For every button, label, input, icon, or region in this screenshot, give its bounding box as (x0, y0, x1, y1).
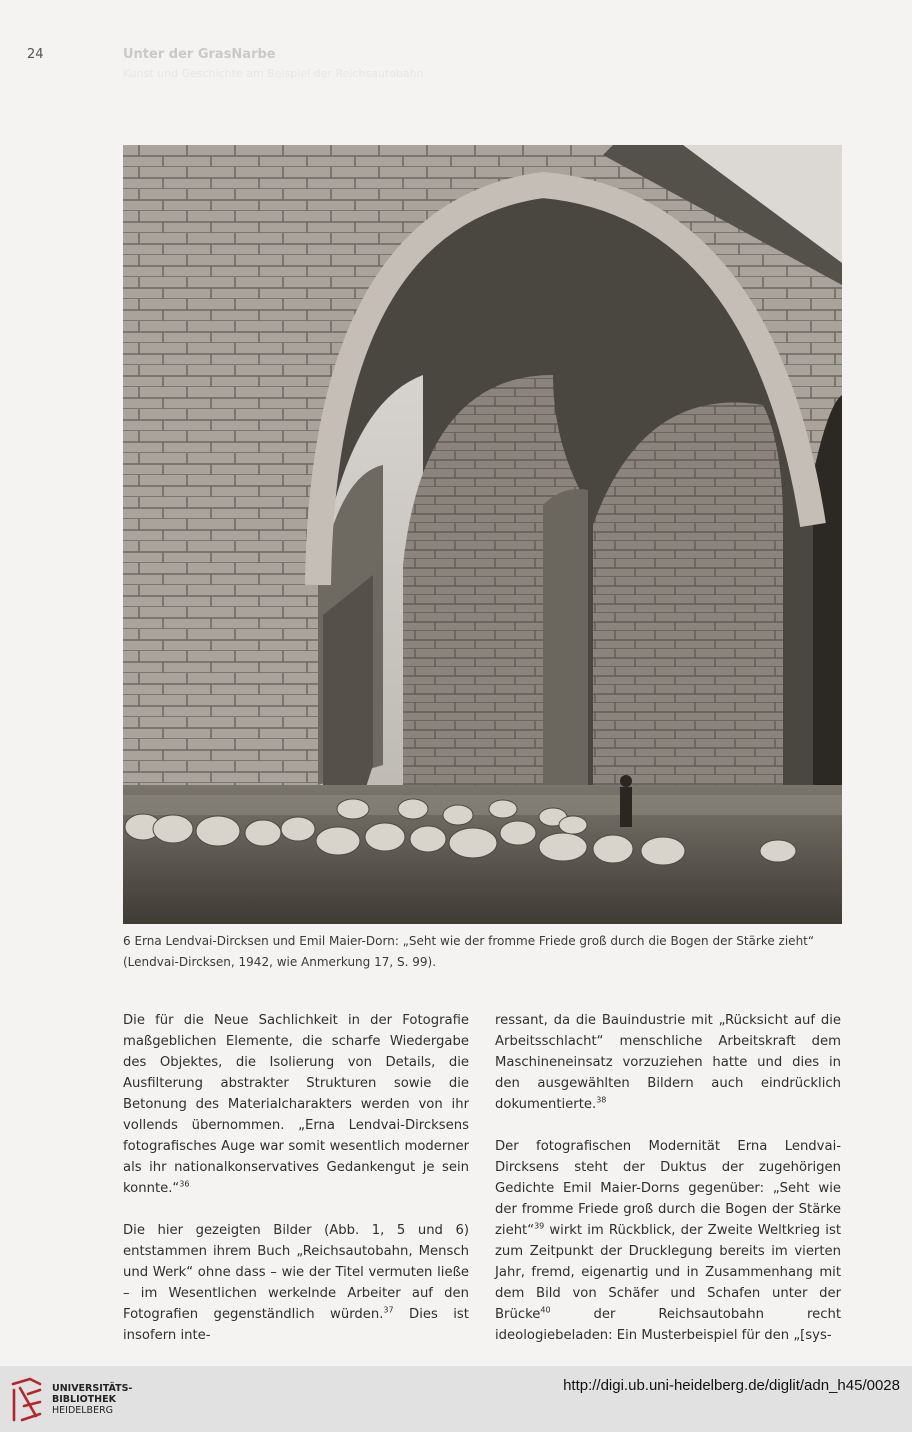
paragraph-text: Der fotografischen Modernität Erna Lendvai-Dircksens steht der Duktus der zugehörigen Gedichte Emil Maier-Dorns gegenüber: „Seht wie der fromme Friede groß durch die Bogen der Stärke zieht“ (495, 1139, 841, 1238)
running-title: Unter der GrasNarbe (123, 47, 276, 62)
footnote-ref: 38 (596, 1095, 607, 1105)
library-name-line: UNIVERSITÄTS- (52, 1383, 133, 1394)
library-name (52, 1383, 132, 1416)
paragraph (123, 1010, 469, 1199)
figure-photo (123, 145, 842, 924)
library-logo-icon (10, 1376, 44, 1422)
permalink-url[interactable]: http://digi.ub.uni-heidelberg.de/diglit/adn_h45/0028 (563, 1377, 900, 1394)
library-name-line: HEIDELBERG (52, 1405, 114, 1416)
running-subtitle: Kunst und Geschichte am Beispiel der Reichsautobahn (123, 67, 424, 80)
text-column-left (123, 1010, 469, 1367)
paragraph (495, 1010, 841, 1115)
page-number: 24 (27, 47, 44, 62)
caption-number: 6 (123, 934, 131, 948)
footnote-ref: 36 (179, 1179, 190, 1189)
paragraph-text: Dies ist insofern inte- (123, 1307, 469, 1343)
paragraph (123, 1220, 469, 1346)
library-footer (0, 1366, 912, 1432)
footnote-ref: 37 (383, 1305, 394, 1315)
paragraph (495, 1136, 841, 1346)
paragraph-text: ressant, da die Bauindustrie mit „Rücksicht auf die Arbeitsschlacht“ menschliche Arbeitskraft dem Maschineneinsatz vorzuziehen hatte und dies in den ausgewählten Bildern auch eindrücklich dokumentierte. (495, 1013, 841, 1112)
footnote-ref: 40 (540, 1305, 551, 1315)
paragraph-text: Die hier gezeigten Bilder (Abb. 1, 5 und 6) entstammen ihrem Buch „Reichsautobahn, Mensch und Werk“ ohne dass – wie der Titel vermuten ließe – im Wesentlichen werkelnde Arbeiter auf den Fotografien gegenständlich würden. (123, 1223, 469, 1322)
figure-caption (123, 931, 842, 973)
paragraph-text: wirkt im Rückblick, der Zweite Weltkrieg ist zum Zeitpunkt der Drucklegung bereits im vierten Jahr, fremd, eigenartig und in Zusammenhang mit dem Bild von Schäfer und Schafen unter der Brücke (495, 1223, 841, 1322)
footnote-ref: 39 (534, 1221, 545, 1231)
paragraph-text: der Reichsautobahn recht ideologiebeladen: Ein Musterbeispiel für den „[sys- (495, 1307, 841, 1343)
text-column-right (495, 1010, 841, 1367)
library-name-line: BIBLIOTHEK (52, 1394, 116, 1405)
paragraph-text: Die für die Neue Sachlichkeit in der Fotografie maßgeblichen Elemente, die scharfe Wiedergabe des Objektes, die Isolierung von Details, die Ausfilterung abstrakter Strukturen sowie die Betonung des Materialcharakters werden von ihr vollends übernommen. „Erna Lendvai-Dircksens fotografisches Auge war somit wesentlich moderner als ihr nationalkonservatives Gedankengut je sein konnte.“ (123, 1013, 469, 1196)
caption-text: Erna Lendvai-Dircksen und Emil Maier-Dorn: „Seht wie der fromme Friede groß durch die Bogen der Stärke zieht“ (Lendvai-Dircksen, 1942, wie Anmerkung 17, S. 99). (123, 934, 815, 969)
